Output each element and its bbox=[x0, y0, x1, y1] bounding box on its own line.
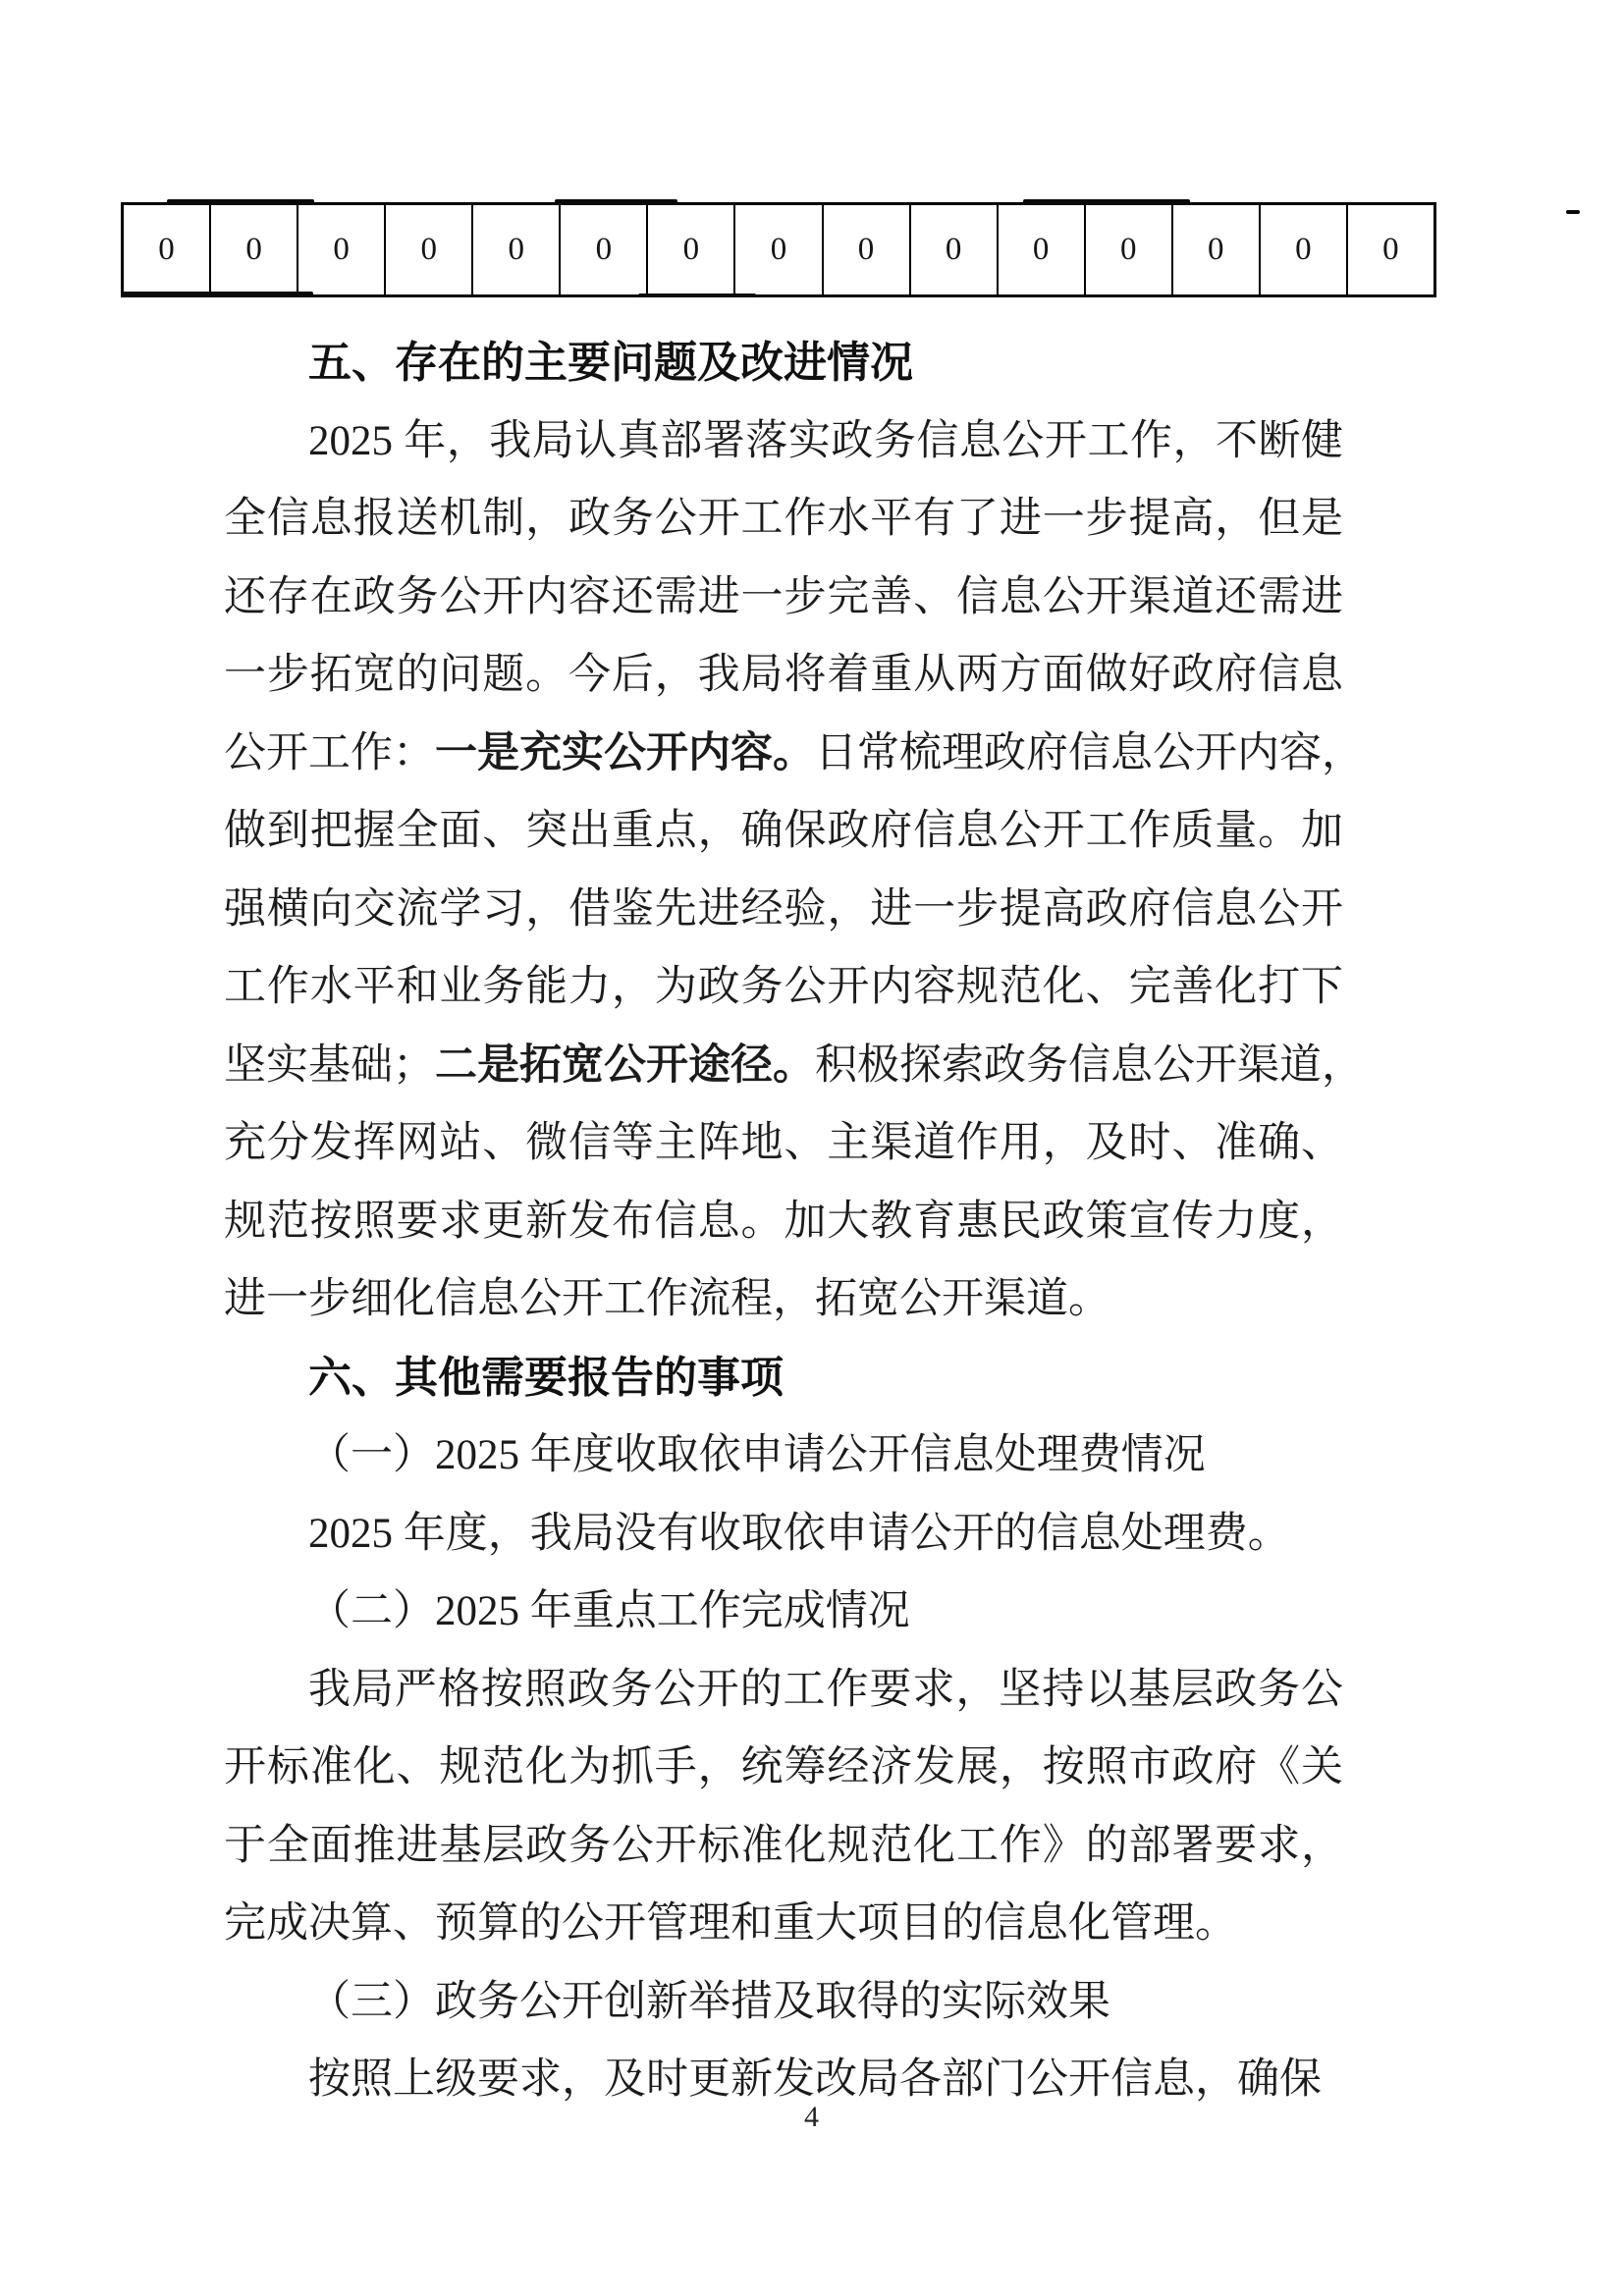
table-cell: 0 bbox=[1173, 205, 1261, 294]
section-heading: 五、存在的主要问题及改进情况 bbox=[308, 339, 913, 387]
text-line: 进一步细化信息公开工作流程，拓宽公开渠道。 bbox=[224, 1276, 1110, 1322]
table-cell: 0 bbox=[386, 205, 473, 294]
text-line: 按照上级要求，及时更新发改局各部门公开信息，确保 bbox=[308, 2056, 1322, 2103]
text-line: 规范按照要求更新发布信息。加大教育惠民政策宣传力度， bbox=[224, 1198, 1343, 1245]
text-line: 工作水平和业务能力，为政务公开内容规范化、完善化打下 bbox=[224, 964, 1343, 1010]
table-cell: 0 bbox=[298, 205, 386, 294]
scan-artifact bbox=[122, 292, 313, 297]
table-cell: 0 bbox=[735, 205, 823, 294]
text-line: 开标准化、规范化为抓手，统筹经济发展，按照市政府《关 bbox=[224, 1744, 1343, 1790]
table-cell: 0 bbox=[911, 205, 999, 294]
section-heading: 六、其他需要报告的事项 bbox=[308, 1353, 784, 1402]
scan-artifact bbox=[638, 294, 756, 297]
text-line: 强横向交流学习，借鉴先进经验，进一步提高政府信息公开 bbox=[224, 885, 1343, 933]
table-cell: 0 bbox=[561, 205, 648, 294]
table-cell: 0 bbox=[999, 205, 1086, 294]
scan-artifact bbox=[1566, 210, 1580, 214]
table-cell: 0 bbox=[211, 205, 298, 294]
text-line: 我局严格按照政务公开的工作要求，坚持以基层政务公 bbox=[308, 1666, 1343, 1713]
text-line: 2025 年，我局认真部署落实政务信息公开工作，不断健 bbox=[308, 417, 1343, 464]
sub-heading: （一）2025 年度收取依申请公开信息处理费情况 bbox=[308, 1432, 1206, 1478]
sub-heading: （二）2025 年重点工作完成情况 bbox=[308, 1588, 910, 1634]
zeros-table bbox=[121, 202, 1436, 297]
text-line: 2025 年度，我局没有收取依申请公开的信息处理费。 bbox=[308, 1510, 1290, 1557]
table-cell: 0 bbox=[124, 205, 211, 294]
scan-artifact bbox=[1023, 199, 1190, 205]
scan-artifact bbox=[555, 199, 677, 205]
table-cell: 0 bbox=[648, 205, 735, 294]
text-line: 做到把握全面、突出重点，确保政府信息公开工作质量。加 bbox=[224, 808, 1343, 854]
table-cell: 0 bbox=[1382, 232, 1399, 267]
table-cell: 0 bbox=[824, 205, 911, 294]
scan-artifact bbox=[167, 199, 314, 205]
text-line: 公开工作：一是充实公开内容。日常梳理政府信息公开内容， bbox=[224, 729, 1364, 776]
text-line: 坚实基础；二是拓宽公开途径。积极探索政务信息公开渠道， bbox=[224, 1041, 1364, 1089]
table-cell: 0 bbox=[473, 205, 561, 294]
document-body bbox=[224, 324, 1364, 2119]
text-line: 全信息报送机制，政务公开工作水平有了进一步提高，但是 bbox=[224, 496, 1343, 542]
text-line: 完成决算、预算的公开管理和重大项目的信息化管理。 bbox=[224, 1900, 1237, 1947]
page-number: 4 bbox=[804, 2101, 819, 2133]
table-cell: 0 bbox=[1261, 205, 1348, 294]
text-line: 充分发挥网站、微信等主阵地、主渠道作用，及时、准确、 bbox=[224, 1120, 1343, 1166]
sub-heading: （三）政务公开创新举措及取得的实际效果 bbox=[308, 1978, 1110, 2025]
text-line: 还存在政务公开内容还需进一步完善、信息公开渠道还需进 bbox=[224, 573, 1343, 620]
table-cell: 0 bbox=[1086, 205, 1173, 294]
text-line: 于全面推进基层政务公开标准化规范化工作》的部署要求， bbox=[224, 1822, 1343, 1869]
text-line: 一步拓宽的问题。今后，我局将着重从两方面做好政府信息 bbox=[224, 652, 1343, 698]
